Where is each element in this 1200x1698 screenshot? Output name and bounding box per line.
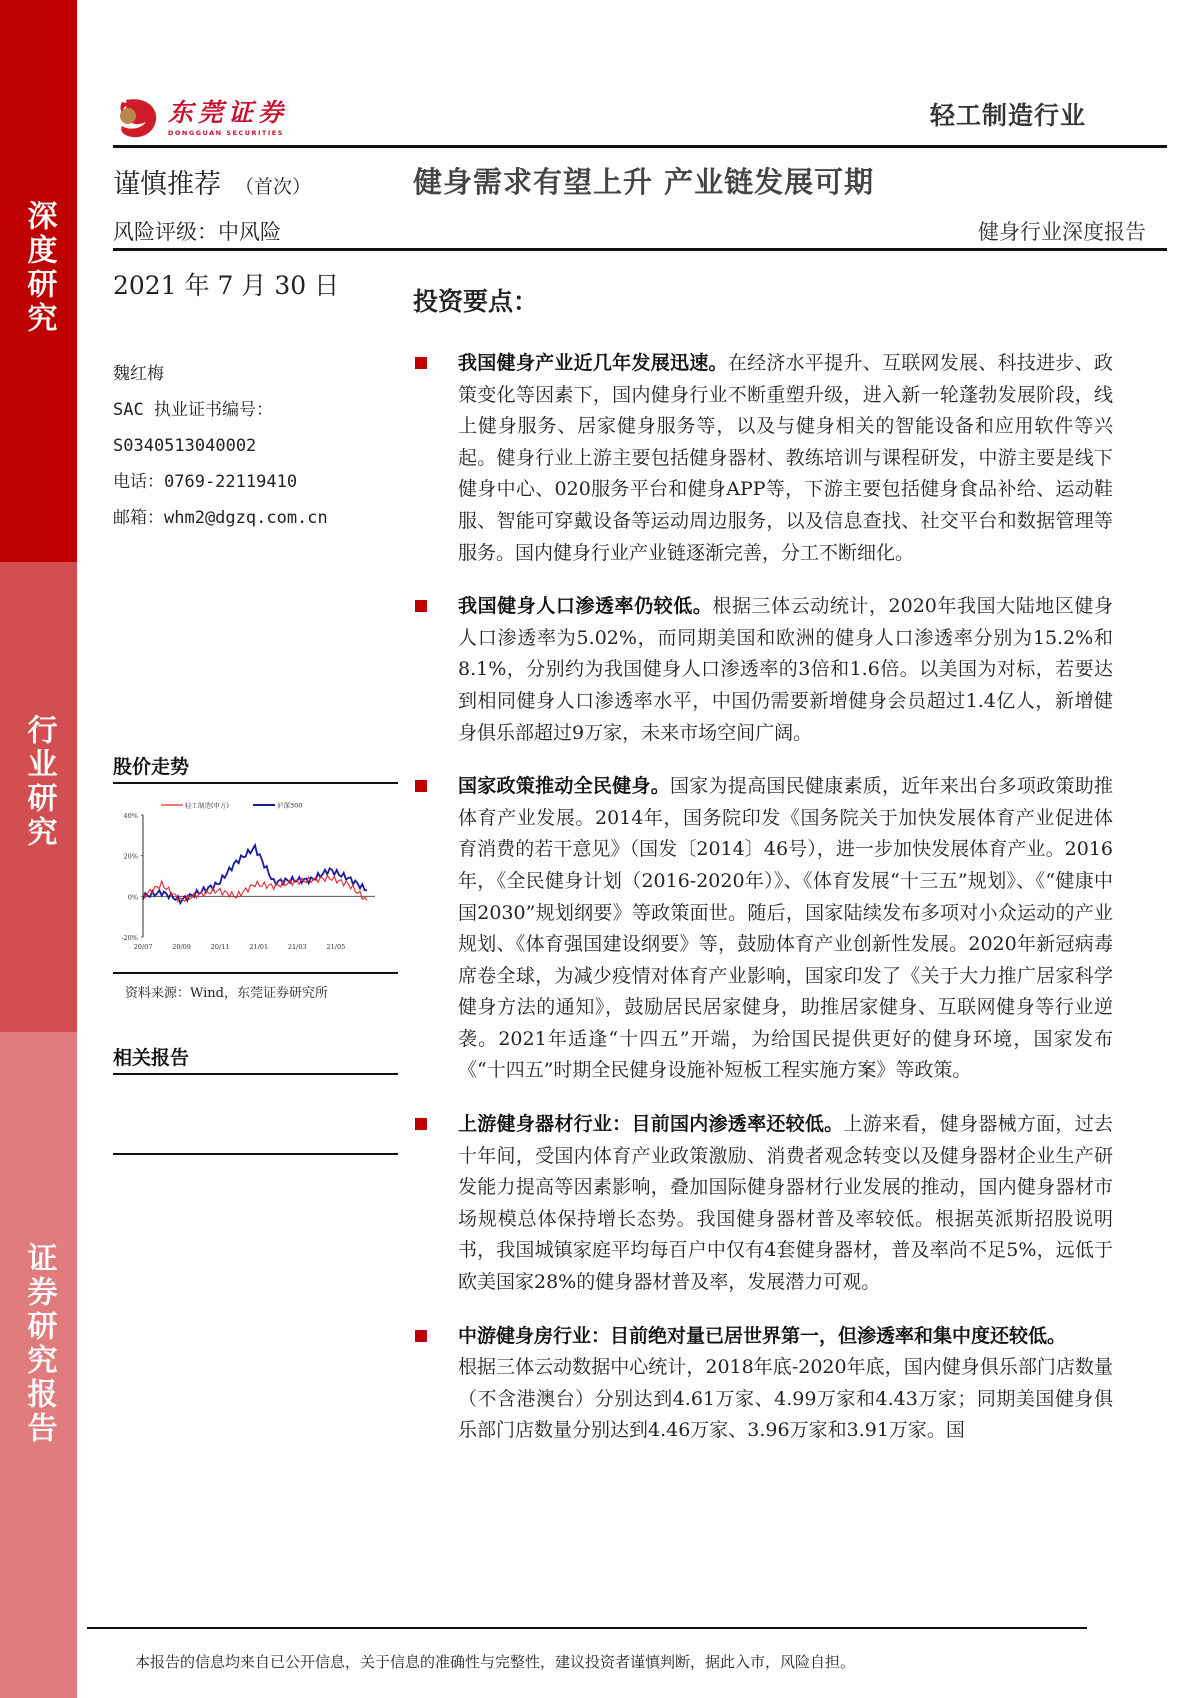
key-point-body: 国家为提高国民健康素质，近年来出台多项政策助推体育产业发展。2014年，国务院印发《国务院关于加快发展体育产业促进体育消费的若干意见》（国发〔2014〕46号），进一步加快发展体育产业。2016年，《全民健身计划（2016-2020年）》、《体育发展“十三五”规划》、《“健康中国2030”规划纲要》等政策面世。随后，国家陆续发布多项对小众运动的产业规划、《体育强国建设纲要》等，鼓励体育产业创新性发展。2020年新冠病毒席卷全球，为减少疫情对体育产业影响，国家印发了《关于大力推广居家科学健身方法的通知》，鼓励居民居家健身，助推居家健身、互联网健身等行业逆袭。2021年适逢“十四五”开端，为给国民提供更好的健身环境，国家发布《“十四五”时期全民健身设施补短板工程实施方案》等政策。 <box>458 775 1113 1082</box>
svg-text:20/07: 20/07 <box>133 943 153 951</box>
chart-axes <box>121 812 375 951</box>
sidebar-band-industry-research <box>0 562 77 1032</box>
svg-text:21/05: 21/05 <box>326 943 346 951</box>
chart-legend <box>161 801 302 810</box>
svg-text:轻工制造(申万): 轻工制造(申万) <box>185 801 230 810</box>
industry-label: 轻工制造行业 <box>929 101 1086 130</box>
chart-lines <box>143 845 367 903</box>
bullet-square-icon <box>415 1118 427 1130</box>
key-point-body: 根据三体云动统计，2020年我国大陆地区健身人口渗透率为5.02%，而同期美国和欧洲的健身人口渗透率分别为15.2%和8.1%，分别约为我国健身人口渗透率的3倍和1.6倍。以美国为对标，若要达到相同健身人口渗透率水平，中国仍需要新增健身会员超过1.4亿人，新增健身俱乐部超过9万家，未来市场空间广阔。 <box>458 595 1113 744</box>
svg-text:40%: 40% <box>123 812 138 820</box>
rating-note: （首次） <box>235 176 312 198</box>
svg-text:沪深300: 沪深300 <box>277 801 303 810</box>
analyst-email[interactable]: 邮箱：whm2@dgzq.com.cn <box>113 508 328 528</box>
key-point-item <box>413 1109 1113 1299</box>
related-reports-title: 相关报告 <box>113 1047 190 1069</box>
logo-name-cn: 东莞证券 <box>168 98 289 127</box>
analyst-info <box>113 356 328 536</box>
svg-text:-20%: -20% <box>121 934 138 942</box>
key-point-item <box>413 771 1113 1087</box>
sidebar-label: 深度研究 <box>21 200 57 336</box>
company-logo <box>118 96 288 140</box>
report-date: 2021 年 7 月 30 日 <box>113 271 340 300</box>
rating <box>113 162 311 201</box>
key-point-body: 上游来看，健身器械方面，过去十年间，受国内体育产业政策激励、消费者观念转变以及健身器材企业生产研发能力提高等因素影响，叠加国际健身器材行业发展的推动，国内健身器材市场规模总体保持增长态势。我国健身器材普及率较低。根据英派斯招股说明书，我国城镇家庭平均每百户中仅有4套健身器材，普及率尚不足5%，远低于欧美国家28%的健身器材普及率，发展潜力可观。 <box>458 1113 1113 1294</box>
sidebar-label: 证券研究报告 <box>21 1242 57 1446</box>
header-divider <box>113 248 1167 251</box>
svg-text:20%: 20% <box>123 852 138 861</box>
key-point-body: 根据三体云动数据中心统计，2018年底-2020年底，国内健身俱乐部门店数量（不含港澳台）分别达到4.61万家、4.99万家和4.43万家；同期美国健身俱乐部门店数量分别达到4.46万家、3.96万家和3.91万家。国 <box>458 1356 1113 1442</box>
analyst-phone: 电话：0769-22119410 <box>113 472 298 492</box>
svg-text:0%: 0% <box>127 893 138 902</box>
sidebar-label: 行业研究 <box>21 714 57 850</box>
bullet-square-icon <box>415 600 427 612</box>
key-point-lead: 我国健身产业近几年发展迅速。 <box>458 352 728 374</box>
stock-trend-title: 股价走势 <box>113 756 190 778</box>
key-point-lead: 我国健身人口渗透率仍较低。 <box>458 595 713 618</box>
key-point-lead: 上游健身器材行业：目前国内渗透率还较低。 <box>458 1113 844 1136</box>
logo-mark-icon <box>118 96 158 140</box>
analyst-name: 魏红梅 <box>113 364 164 384</box>
bullet-square-icon <box>415 780 427 792</box>
sidebar-band-securities-report <box>0 1032 77 1698</box>
key-point-lead: 国家政策推动全民健身。 <box>458 775 670 798</box>
key-point-item <box>413 348 1113 569</box>
bullet-square-icon <box>415 1330 427 1342</box>
key-point-item <box>413 591 1113 749</box>
report-title: 健身需求有望上升 产业链发展可期 <box>413 165 875 199</box>
svg-text:20/09: 20/09 <box>172 943 191 951</box>
sidebar-band-deep-research <box>0 0 77 562</box>
key-point-body: 在经济水平提升、互联网发展、科技进步、政策变化等因素下，国内健身行业不断重塑升级，进入新一轮蓬勃发展阶段，线上健身服务、居家健身服务等，以及与健身相关的智能设备和应用软件等兴起。健身行业上游主要包括健身器材、教练培训与课程研发，中游主要是线下健身中心、020服务平台和健身APP等，下游主要包括健身食品补给、运动鞋服、智能可穿戴设备等运动周边服务，以及信息查找、社交平台和数据管理等服务。国内健身行业产业链逐渐完善，分工不断细化。 <box>458 352 1113 564</box>
key-points-list <box>413 348 1113 1469</box>
svg-text:21/03: 21/03 <box>287 943 307 951</box>
analyst-cert-label: SAC 执业证书编号： <box>113 400 273 420</box>
sidebar <box>0 0 77 1698</box>
stock-price-chart <box>113 795 398 960</box>
section-divider <box>113 972 398 974</box>
footer-divider <box>87 1627 1087 1629</box>
section-divider <box>113 1073 398 1075</box>
chart-source: 资料来源：Wind，东莞证券研究所 <box>125 986 328 1001</box>
svg-text:21/01: 21/01 <box>249 943 269 951</box>
key-point-lead: 中游健身房行业：目前绝对量已居世界第一，但渗透率和集中度还较低。 <box>458 1324 1067 1347</box>
line-chart <box>113 795 398 960</box>
key-points-heading: 投资要点： <box>413 287 539 316</box>
header-divider <box>113 145 1167 148</box>
section-divider <box>113 1153 398 1155</box>
svg-text:20/11: 20/11 <box>210 943 230 951</box>
logo-name-en: DONGGUAN SECURITIES <box>168 129 284 137</box>
section-divider <box>113 782 398 784</box>
rating-value: 谨慎推荐 <box>113 169 221 200</box>
risk-rating: 风险评级：中风险 <box>113 220 281 244</box>
disclaimer: 本报告的信息均来自已公开信息，关于信息的准确性与完整性，建议投资者谨慎判断，据此入市，风险自担。 <box>135 1653 856 1671</box>
report-type: 健身行业深度报告 <box>978 220 1146 244</box>
bullet-square-icon <box>415 357 427 369</box>
key-point-item <box>413 1321 1113 1447</box>
analyst-cert-number: S0340513040002 <box>113 436 257 456</box>
